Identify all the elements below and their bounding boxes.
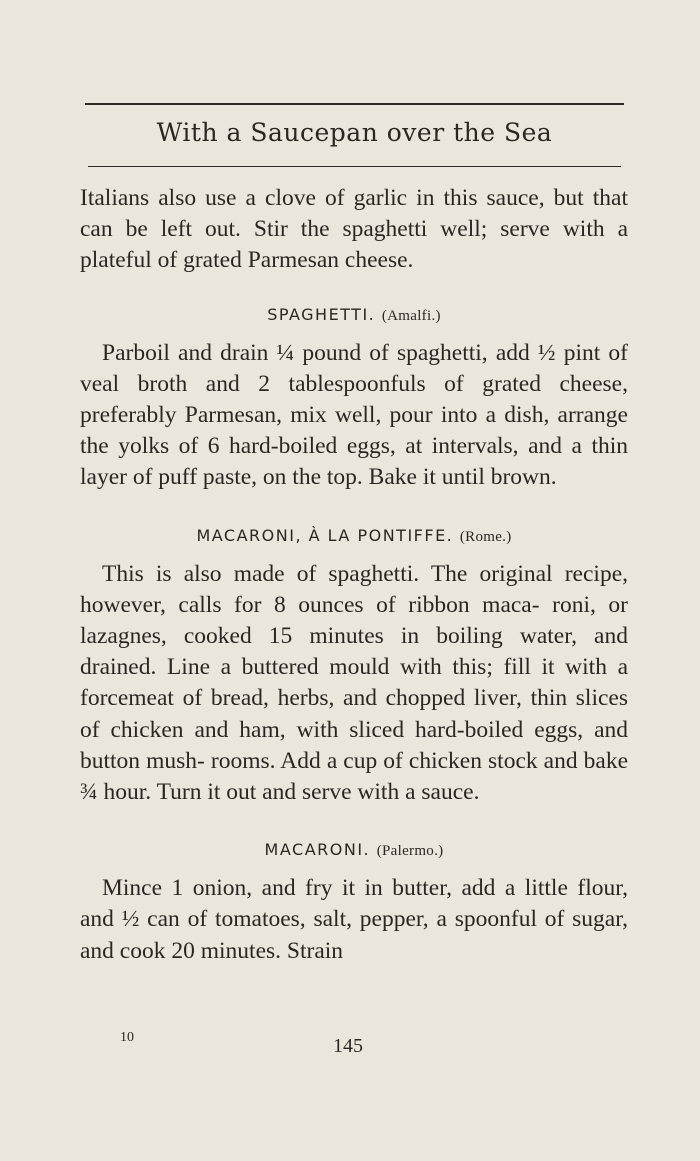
page-body	[80, 183, 628, 967]
recipe-paragraph	[80, 338, 628, 494]
recipe-paragraph	[80, 559, 628, 809]
recipe-paragraph	[80, 873, 628, 967]
recipe-title: MACARONI.	[264, 840, 371, 860]
recipe-line: top. Bake it until brown.	[326, 464, 557, 491]
recipe-line: pint of veal broth and 2 tablespoonfuls of grated	[80, 339, 629, 397]
recipe-line: Parboil and drain ¼ pound of spaghetti, add ½	[102, 339, 556, 366]
recipe-line: chopped liver, thin slices of chicken and ham,	[80, 685, 628, 743]
recipe-title: SPAGHETTI.	[267, 304, 376, 324]
recipe-place: (Rome.)	[459, 528, 512, 545]
running-header: With a Saucepan over the Sea	[156, 118, 553, 147]
recipe-line: rooms. Add a cup of chicken stock and bake ¾	[80, 747, 629, 806]
recipe-title: MACARONI, À LA PONTIFFE.	[196, 525, 454, 545]
header-rule-top	[85, 103, 624, 105]
recipe-line: flour, and ½ can of tomatoes, salt, pepper, a	[80, 875, 628, 933]
recipe-line: Mince 1 onion, and fry it in butter, add a little	[102, 875, 568, 902]
recipe-line: this; fill it with a forcemeat of bread, herbs, and	[80, 654, 629, 712]
recipe-heading	[80, 526, 628, 547]
recipe-line: spoonful of sugar, and cook 20 minutes. Strain	[80, 906, 628, 964]
intro-line: serve with a plateful of grated Parmesan cheese.	[80, 216, 628, 274]
recipe-heading	[80, 840, 628, 861]
recipe-place: (Amalfi.)	[381, 307, 441, 324]
intro-paragraph	[80, 183, 628, 277]
signature-mark: 10	[120, 1030, 134, 1045]
recipe-line: This is also made of spaghetti. The original	[102, 560, 553, 587]
recipe-line: recipe, however, calls for 8 ounces of ribbon maca-	[80, 560, 629, 618]
intro-line: Italians also use a clove of garlic in this sauce,	[80, 185, 545, 211]
recipe-place: (Palermo.)	[376, 843, 444, 860]
recipe-line: cheese, preferably Parmesan, mix well, pour into a	[80, 370, 628, 429]
page-number: 145	[333, 1035, 363, 1057]
recipe-line: hour. Turn it out and serve with a sauce.	[103, 779, 480, 806]
recipe-line: roni, or lazagnes, cooked 15 minutes in boiling	[80, 591, 629, 650]
recipe-line: with sliced hard-boiled eggs, and button mush-	[80, 716, 629, 774]
recipe-line: intervals, and a thin layer of puff paste, on the	[80, 433, 629, 491]
header-rule-bottom	[88, 166, 621, 167]
recipe-heading	[80, 305, 628, 326]
intro-line: but that can be left out. Stir the spaghetti well;	[80, 185, 628, 243]
recipe-line: water, and drained. Line a buttered mould with	[80, 623, 628, 681]
recipe-line: dish, arrange the yolks of 6 hard-boiled eggs, at	[80, 402, 628, 460]
